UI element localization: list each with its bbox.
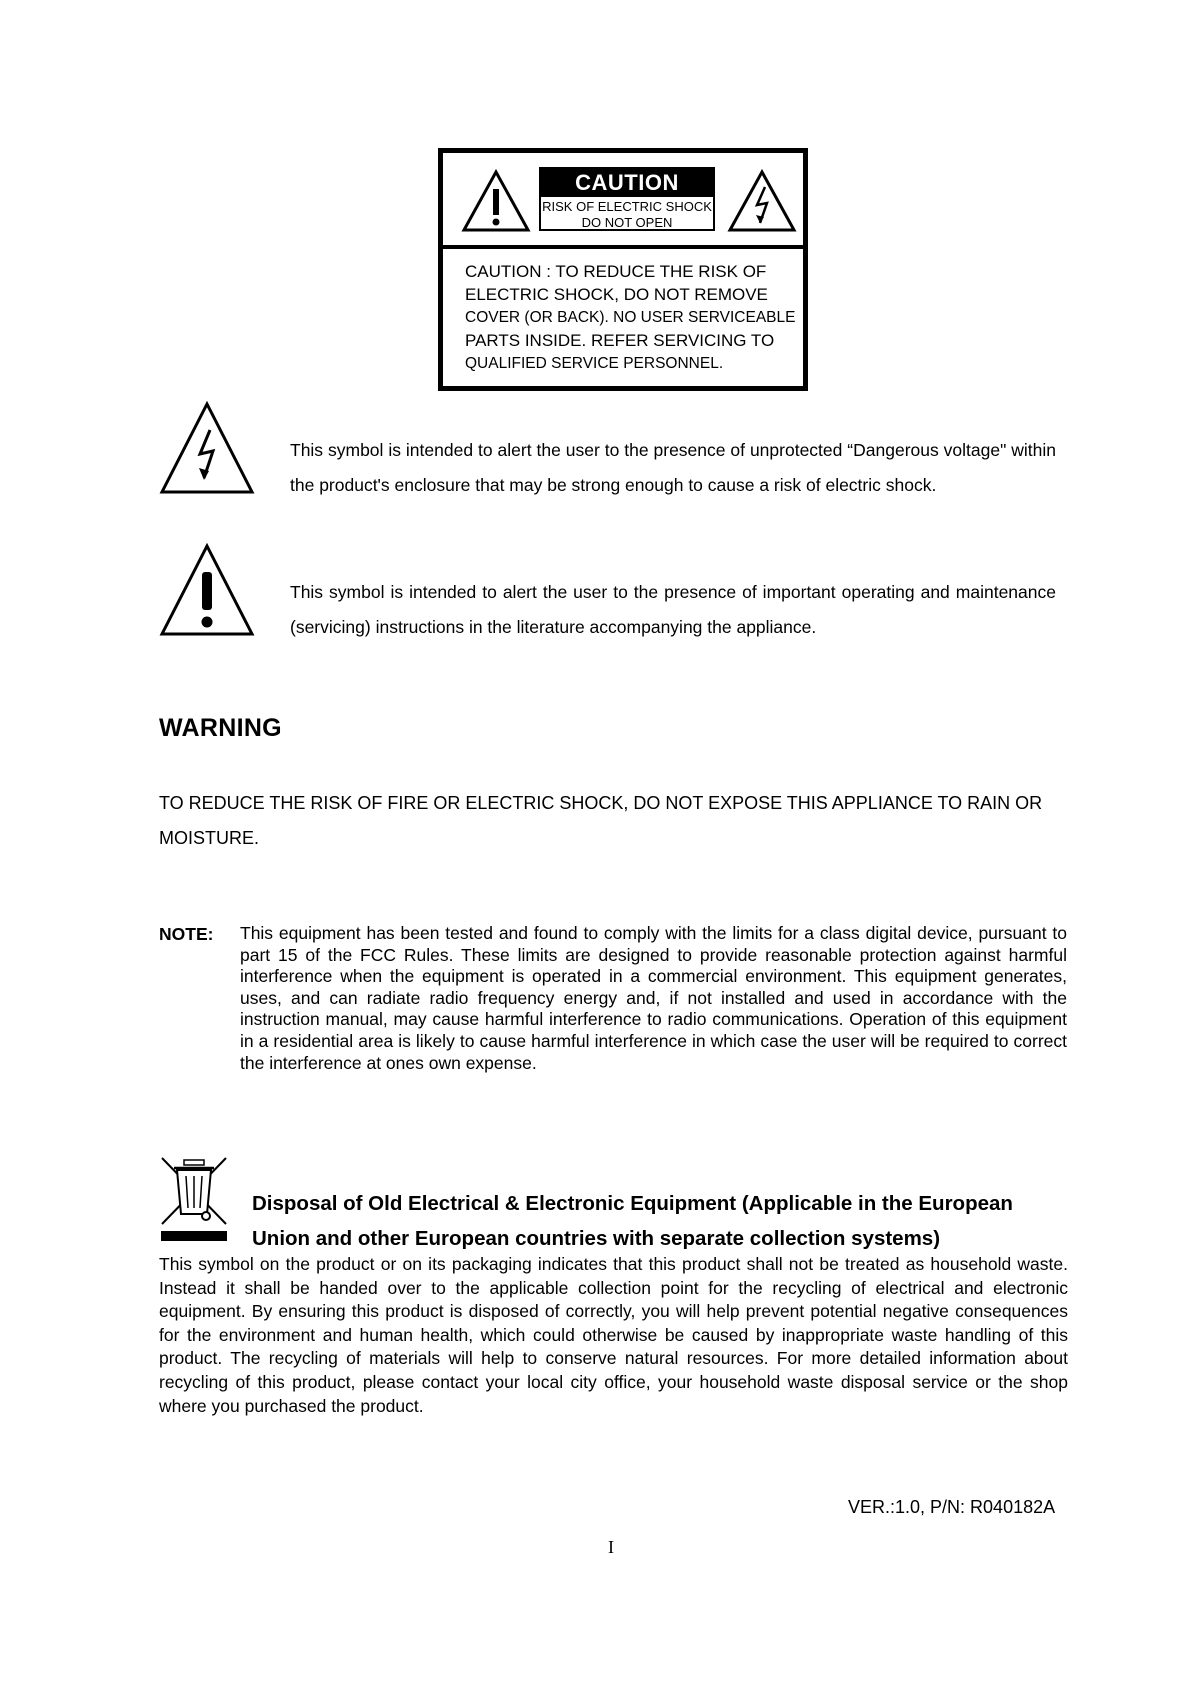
caution-body-line: ELECTRIC SHOCK, DO NOT REMOVE bbox=[465, 285, 768, 304]
caution-body-line: COVER (OR BACK). NO USER SERVICEABLE bbox=[465, 309, 796, 326]
caution-label bbox=[438, 148, 808, 391]
exclamation-triangle-icon bbox=[461, 169, 531, 233]
caution-body-line: CAUTION : TO REDUCE THE RISK OF bbox=[465, 262, 767, 281]
caution-risk-line: RISK OF ELECTRIC SHOCK bbox=[542, 199, 712, 214]
caution-title: CAUTION bbox=[541, 169, 713, 197]
lightning-triangle-icon bbox=[158, 400, 256, 496]
version-label: VER.:1.0, P/N: R040182A bbox=[848, 1497, 1056, 1517]
caution-header-box bbox=[539, 167, 715, 231]
exclamation-triangle-icon bbox=[158, 542, 256, 638]
caution-body-text bbox=[465, 260, 795, 375]
lightning-triangle-icon bbox=[727, 169, 797, 233]
note-label: NOTE: bbox=[159, 924, 214, 944]
caution-label-header-row bbox=[443, 153, 803, 249]
caution-do-not-open: DO NOT OPEN bbox=[581, 215, 673, 230]
disposal-title bbox=[252, 1186, 1072, 1256]
crossed-out-bin-icon bbox=[160, 1154, 230, 1242]
warning-text: TO REDUCE THE RISK OF FIRE OR ELECTRIC SHOCK, DO NOT EXPOSE THIS APPLIANCE TO RAIN OR MOISTURE. bbox=[159, 793, 1043, 848]
note-text: This equipment has been tested and found to comply with the limits for a class digital device, pursuant to part 15 of the FCC Rules. These limits are designed to provide reasonable protection against harmful interference when the equipment is operated in a commercial environment. This equipment generates, uses, and can radiate radio frequency energy and, if not installed and used in accordance with the instruction manual, may cause harmful interference to radio communications. Operation of this equipment in a residential area is likely to cause harmful interference in which case the user will be required to correct the interference at ones own expense. bbox=[240, 923, 1067, 1073]
caution-body-line: QUALIFIED SERVICE PERSONNEL. bbox=[465, 355, 724, 372]
caution-body-line: PARTS INSIDE. REFER SERVICING TO bbox=[465, 331, 775, 350]
symbol-description: This symbol is intended to alert the user to the presence of important operating and maintenance (servicing) instructions in the literature accompanying the appliance. bbox=[290, 582, 1056, 637]
disposal-text: This symbol on the product or on its packaging indicates that this product shall not be treated as household waste. Instead it shall be handed over to the applicable collection point for the recycling of electrical and electronic equipment. By ensuring this product is disposed of correctly, you will help prevent potential negative consequences for the environment and human health, which could otherwise be caused by inappropriate waste handling of this product. The recycling of materials will help to conserve natural resources. For more detailed information about recycling of this product, please contact your local city office, your household waste disposal service or the shop where you purchased the product. bbox=[159, 1254, 1068, 1416]
symbol-description: This symbol is intended to alert the user to the presence of unprotected “Dangerous voltage" within the product's enclosure that may be strong enough to cause a risk of electric shock. bbox=[290, 440, 1056, 495]
page-number: I bbox=[608, 1537, 614, 1557]
disposal-title-line: Union and other European countries with separate collection systems) bbox=[252, 1227, 941, 1250]
warning-heading: WARNING bbox=[159, 714, 282, 742]
disposal-title-line: Disposal of Old Electrical & Electronic Equipment (Applicable in the European bbox=[252, 1192, 1013, 1215]
